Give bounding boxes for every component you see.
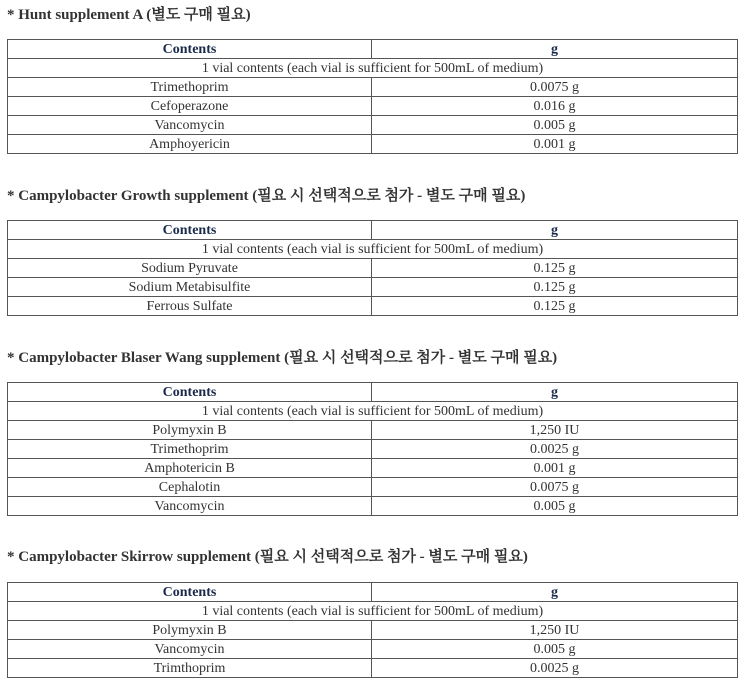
ingredient-name: Cephalotin xyxy=(8,478,372,497)
ingredient-amount: 0.016 g xyxy=(372,97,738,116)
table-row xyxy=(8,497,738,516)
header-contents: Contents xyxy=(8,383,372,402)
ingredient-amount: 0.0025 g xyxy=(372,440,738,459)
header-contents: Contents xyxy=(8,583,372,602)
table-header-row xyxy=(8,583,738,602)
table-row xyxy=(8,659,738,678)
table-row xyxy=(8,640,738,659)
ingredient-amount: 0.001 g xyxy=(372,459,738,478)
header-amount: g xyxy=(372,221,738,240)
ingredient-name: Amphoyericin xyxy=(8,135,372,154)
ingredient-name: Polymyxin B xyxy=(8,621,372,640)
vial-note: 1 vial contents (each vial is sufficient for 500mL of medium) xyxy=(8,402,738,421)
ingredient-name: Trimethoprim xyxy=(8,78,372,97)
section-title-text: Campylobacter Growth supplement (필요 시 선택적으로 첨가 - 별도 구매 필요) xyxy=(18,188,526,204)
vial-note: 1 vial contents (each vial is sufficient for 500mL of medium) xyxy=(8,240,738,259)
bullet-star: * xyxy=(7,7,19,23)
ingredient-name: Trimethoprim xyxy=(8,440,372,459)
bullet-star: * xyxy=(7,188,19,204)
table-row xyxy=(8,259,738,278)
table-row xyxy=(8,97,738,116)
table-campylobacter-growth xyxy=(7,220,738,316)
table-row xyxy=(8,278,738,297)
ingredient-amount: 0.125 g xyxy=(372,259,738,278)
table-row xyxy=(8,421,738,440)
table-skirrow xyxy=(7,582,738,678)
table-note-row xyxy=(8,402,738,421)
table-row xyxy=(8,78,738,97)
section-title-skirrow xyxy=(7,548,528,566)
header-contents: Contents xyxy=(8,40,372,59)
vial-note: 1 vial contents (each vial is sufficient for 500mL of medium) xyxy=(8,59,738,78)
section-title-text: Hunt supplement A (별도 구매 필요) xyxy=(18,7,251,23)
table-header-row xyxy=(8,221,738,240)
table-note-row xyxy=(8,59,738,78)
ingredient-name: Cefoperazone xyxy=(8,97,372,116)
ingredient-amount: 0.125 g xyxy=(372,297,738,316)
ingredient-amount: 0.005 g xyxy=(372,116,738,135)
table-header-row xyxy=(8,383,738,402)
ingredient-amount: 0.001 g xyxy=(372,135,738,154)
section-title-blaser-wang xyxy=(7,349,557,367)
header-amount: g xyxy=(372,40,738,59)
section-title-campylobacter-growth xyxy=(7,187,525,205)
table-row xyxy=(8,297,738,316)
ingredient-amount: 0.005 g xyxy=(372,640,738,659)
bullet-star: * xyxy=(7,350,19,366)
section-title-hunt-supplement-a xyxy=(7,6,251,24)
bullet-star: * xyxy=(7,549,19,565)
ingredient-name: Sodium Metabisulfite xyxy=(8,278,372,297)
vial-note: 1 vial contents (each vial is sufficient for 500mL of medium) xyxy=(8,602,738,621)
table-row xyxy=(8,135,738,154)
table-note-row xyxy=(8,602,738,621)
ingredient-name: Vancomycin xyxy=(8,640,372,659)
ingredient-name: Trimthoprim xyxy=(8,659,372,678)
header-amount: g xyxy=(372,583,738,602)
ingredient-name: Amphotericin B xyxy=(8,459,372,478)
ingredient-amount: 1,250 IU xyxy=(372,621,738,640)
section-title-text: Campylobacter Blaser Wang supplement (필요 시 선택적으로 첨가 - 별도 구매 필요) xyxy=(18,350,558,366)
table-row xyxy=(8,621,738,640)
table-row xyxy=(8,459,738,478)
table-note-row xyxy=(8,240,738,259)
table-row xyxy=(8,478,738,497)
ingredient-name: Polymyxin B xyxy=(8,421,372,440)
table-row xyxy=(8,116,738,135)
ingredient-name: Ferrous Sulfate xyxy=(8,297,372,316)
table-hunt-supplement-a xyxy=(7,39,738,154)
ingredient-amount: 0.0025 g xyxy=(372,659,738,678)
header-contents: Contents xyxy=(8,221,372,240)
ingredient-name: Sodium Pyruvate xyxy=(8,259,372,278)
table-row xyxy=(8,440,738,459)
ingredient-amount: 0.005 g xyxy=(372,497,738,516)
section-title-text: Campylobacter Skirrow supplement (필요 시 선택적으로 첨가 - 별도 구매 필요) xyxy=(18,549,528,565)
ingredient-amount: 0.0075 g xyxy=(372,78,738,97)
ingredient-amount: 0.0075 g xyxy=(372,478,738,497)
table-blaser-wang xyxy=(7,382,738,516)
header-amount: g xyxy=(372,383,738,402)
ingredient-amount: 0.125 g xyxy=(372,278,738,297)
table-header-row xyxy=(8,40,738,59)
ingredient-name: Vancomycin xyxy=(8,116,372,135)
ingredient-name: Vancomycin xyxy=(8,497,372,516)
ingredient-amount: 1,250 IU xyxy=(372,421,738,440)
